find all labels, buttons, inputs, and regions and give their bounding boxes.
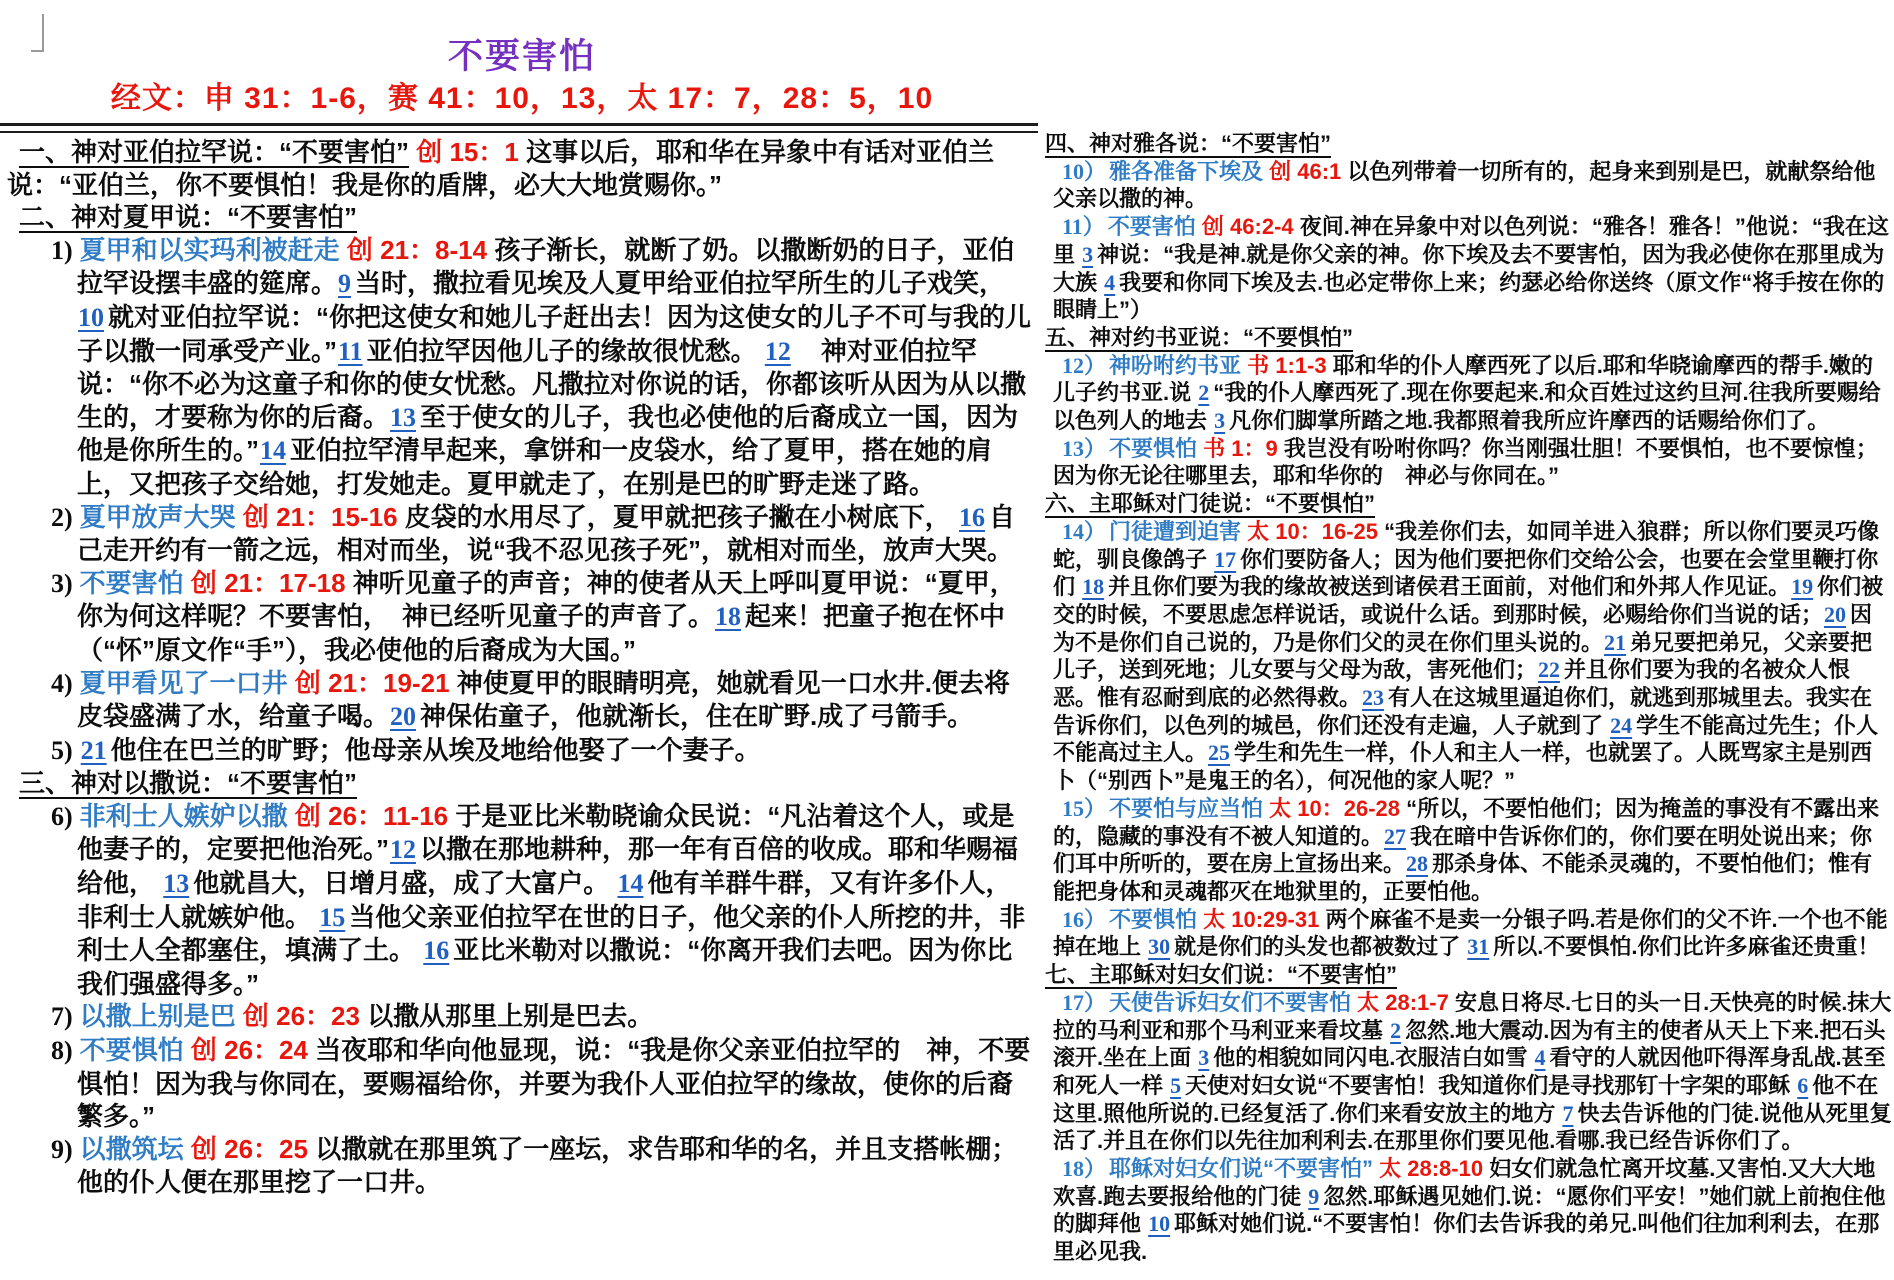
- body-text: 亚比米勒对以撒说：“你离开我们去吧。因为你比我们强盛得多。”: [77, 935, 1013, 999]
- outline-item: [1043, 158, 1892, 213]
- body-text: 他的相貌如同闪电.衣服洁白如雪: [1213, 1045, 1534, 1071]
- scripture-ref: 创 21：19-21: [287, 667, 457, 698]
- body-text: 妇女们就急忙离开坟墓.又害怕.又大大地欢喜.跑去要报给他的门徒: [1053, 1156, 1876, 1209]
- item-number: 17）: [1062, 989, 1107, 1015]
- verse-link[interactable]: 6: [1797, 1072, 1809, 1098]
- item-number: 14）: [1062, 518, 1107, 544]
- scripture-ref: 创 21：8-14: [339, 234, 495, 265]
- verse-link[interactable]: 3: [1214, 408, 1226, 434]
- item-title: 夏甲看见了一口井: [79, 667, 288, 698]
- verse-link[interactable]: 13: [390, 402, 417, 432]
- body-text: 至于使女的儿子，我也必使他的后裔成立一国，因为他是你所生的。”: [77, 401, 1019, 466]
- body-text: 并且你们要为我的名被众人恨恶。惟有忍耐到底的必然得救。: [1053, 657, 1851, 711]
- body-text: 这事以后，耶和华在异象中有话对亚伯兰说：“亚伯兰，你不要惧怕！我是你的盾牌，必大大地赏赐你。”: [7, 137, 995, 200]
- page-title: 不要害怕: [447, 37, 596, 76]
- item-title: 门徒遭到迫害: [1109, 518, 1242, 544]
- body-text: 亚伯拉罕清早起来，拿饼和一皮袋水，给了夏甲，搭在她的肩上，又把孩子交给她，打发她走。夏甲就走了，在别是巴的旷野走迷了路。: [77, 435, 993, 499]
- verse-link[interactable]: 16: [423, 936, 450, 966]
- body-text: “所以，不要怕他们；因为掩盖的事没有不露出来的，隐藏的事没有不被人知道的。: [1053, 795, 1880, 849]
- body-text: 当时，撒拉看见埃及人夏甲给亚伯拉罕所生的儿子戏笑，: [355, 268, 1006, 299]
- body-text: 因为不是你们自己说的，乃是你们父的灵在你们里头说的。: [1053, 601, 1873, 655]
- body-text: 他住在巴兰的旷野；他母亲从埃及地给他娶了一个妻子。: [110, 734, 761, 765]
- section-heading-text: 七、主耶稣对妇女们说：“不要害怕”: [1045, 962, 1398, 988]
- outline-item: [1043, 906, 1892, 961]
- outline-item: [5, 567, 1035, 667]
- item-title: 夏甲放声大哭: [79, 501, 236, 532]
- body-text: 亚伯拉罕因他儿子的缘故很忧愁。: [366, 335, 764, 366]
- outline-item: [1043, 213, 1892, 324]
- body-text: 你们被交的时候，不要思虑怎样说话，或说什么话。到那时候，必赐给你们当说的话；: [1053, 574, 1884, 627]
- verse-link[interactable]: 2: [1198, 380, 1210, 406]
- item-number: 18）: [1062, 1156, 1107, 1182]
- outline-item: [1043, 352, 1892, 435]
- outline-item: [1043, 518, 1892, 795]
- section-heading-text: 五、神对约书亚说：“不要惧怕”: [1045, 324, 1354, 350]
- item-number: 4): [51, 668, 73, 698]
- verse-link[interactable]: 24: [1610, 712, 1633, 738]
- section-heading: [5, 767, 1035, 800]
- outline-item: [5, 800, 1035, 1001]
- verse-link[interactable]: 13: [163, 869, 190, 899]
- item-number: 16）: [1062, 906, 1107, 932]
- scripture-ref: 创 26：23: [235, 1001, 368, 1032]
- body-text: 学生不能高过先生；仆人不能高过主人。: [1053, 712, 1879, 766]
- item-number: 6): [51, 801, 73, 831]
- item-title: 以撒上别是巴: [79, 1001, 236, 1032]
- body-text: 神说：“我是神.就是你父亲的神。你下埃及去不要害怕，因为我必使你在那里成为大族: [1053, 241, 1885, 295]
- verse-link[interactable]: 7: [1562, 1100, 1574, 1126]
- verse-link[interactable]: 27: [1384, 823, 1407, 849]
- outline-item: [1043, 795, 1892, 906]
- verse-link[interactable]: 4: [1534, 1045, 1546, 1071]
- body-text: 耶稣对她们说.“不要害怕！你们去告诉我的弟兄.叫他们往加利利去，在那里必见我.: [1053, 1211, 1880, 1265]
- section-heading: [1043, 490, 1892, 518]
- verse-link[interactable]: 15: [319, 902, 346, 932]
- body-text: 神使夏甲的眼睛明亮，她就看见一口水井.便去将皮袋盛满了水，给童子喝。: [77, 667, 1011, 732]
- body-text: “我的仆人摩西死了.现在你要起来.和众百姓过这约旦河.往我所要赐给以色列人的地去: [1053, 380, 1881, 434]
- item-title: 夏甲和以实玛利被赶走: [79, 234, 340, 265]
- item-title: 以撒筑坛: [79, 1133, 184, 1164]
- section-heading: [5, 136, 1035, 201]
- item-title: 不要惧怕: [1109, 906, 1198, 932]
- verse-link[interactable]: 5: [1170, 1072, 1182, 1098]
- item-number: 10）: [1062, 158, 1107, 184]
- outline-item: [5, 234, 1035, 501]
- body-text: 当夜耶和华向他显现，说：“我是你父亲亚伯拉罕的 神，不要惧怕！因为我与你同在，要赐福给你，并要为我仆人亚伯拉罕的缘故，使你的后裔繁多。”: [77, 1035, 1031, 1132]
- section-heading: [1043, 130, 1892, 158]
- verse-link[interactable]: 21: [80, 735, 107, 765]
- body-text: 神对亚伯拉罕说：“你不必为这童子和你的使女忧愁。凡撒拉对你说的话，你都该听从因为从以撒生的，才要称为你的后裔。: [77, 335, 1027, 432]
- outline-item: [5, 501, 1035, 567]
- section-heading-text: 二、神对夏甲说：“不要害怕”: [19, 202, 358, 233]
- verse-link[interactable]: 9: [1308, 1183, 1320, 1209]
- body-text: 安息日将尽.七日的头一日.天快亮的时候.抹大拉的马利亚和那个马利亚来看坟墓: [1053, 989, 1892, 1043]
- body-text: 我要和你同下埃及去.也必定带你上来；约瑟必给你送终（原文作“将手按在你的眼睛上”）: [1053, 269, 1885, 323]
- section-heading-text: 三、神对以撒说：“不要害怕”: [19, 768, 358, 799]
- item-title: 神吩咐约书亚: [1109, 352, 1242, 378]
- scripture-ref: 太 28:1-7: [1351, 989, 1455, 1015]
- body-text: 他不在这里.照他所说的.已经复活了.你们来看安放主的地方: [1053, 1072, 1879, 1126]
- section-heading: [1043, 961, 1892, 989]
- section-heading-text: 一、神对亚伯拉罕说：“不要害怕”: [19, 137, 410, 167]
- item-title: 不要怕与应当怕: [1109, 795, 1264, 821]
- body-text: 就是你们的头发也都被数过了: [1174, 934, 1467, 960]
- verse-link[interactable]: 3: [1082, 241, 1094, 267]
- body-text: 有人在这城里逼迫你们，就逃到那城里去。我实在告诉你们，以色列的城邑，你们还没有走遍，人子就到了: [1053, 685, 1873, 738]
- body-text: 皮袋的水用尽了，夏甲就把孩子撇在小树底下，: [404, 501, 959, 532]
- item-number: 12）: [1062, 352, 1107, 378]
- verse-link[interactable]: 19: [1791, 574, 1814, 600]
- right-column: [1043, 130, 1892, 1266]
- verse-link[interactable]: 14: [260, 436, 287, 466]
- scripture-ref: 太 10:29-31: [1197, 906, 1326, 932]
- verse-link[interactable]: 20: [1824, 601, 1847, 627]
- verse-link[interactable]: 14: [617, 869, 644, 899]
- scripture-ref: 太 28:8-10: [1373, 1156, 1490, 1182]
- scripture-ref: 创 26：25: [183, 1133, 316, 1164]
- item-number: 9): [51, 1134, 73, 1164]
- section-heading-text: 六、主耶稣对门徒说：“不要惧怕”: [1045, 491, 1376, 517]
- scripture-ref: 创 21：17-18: [183, 567, 353, 598]
- verse-link[interactable]: 18: [715, 602, 742, 632]
- scripture-ref: 创 21：15-16: [235, 501, 405, 532]
- outline-item: [1043, 435, 1892, 490]
- body-text: 自己走开约有一箭之远，相对而坐，说“我不忍见孩子死”，就相对而坐，放声大哭。: [77, 501, 1016, 566]
- body-text: 以色列带着一切所有的，起身来到别是巴，就献祭给他父亲以撒的神。: [1053, 158, 1876, 212]
- body-text: 以撒就在那里筑了一座坛，求告耶和华的名，并且支搭帐棚；他的仆人便在那里挖了一口井。: [77, 1133, 1018, 1198]
- double-horizontal-rule: [0, 123, 1038, 133]
- item-title: 天使告诉妇女们不要害怕: [1109, 989, 1352, 1015]
- verse-link[interactable]: 23: [1362, 685, 1385, 711]
- scripture-ref: 太 10：16-25: [1241, 518, 1385, 544]
- section-heading: [5, 201, 1035, 234]
- body-text: 夜间.神在异象中对以色列说：“雅各！雅各！”他说：“我在这里: [1053, 214, 1889, 267]
- body-text: 那杀身体、不能杀灵魂的，不要怕他们；惟有能把身体和灵魂都灭在地狱里的，正要怕他。: [1053, 851, 1873, 904]
- scripture-ref: 书 1:1-3: [1241, 352, 1333, 378]
- scripture-ref: 太 10：26-28: [1263, 795, 1407, 821]
- body-text: 你们要防备人；因为他们要把你们交给公会，也要在会堂里鞭打你们: [1053, 546, 1879, 600]
- body-text: 所以.不要惧怕.你们比许多麻雀还贵重！: [1493, 934, 1880, 960]
- body-text: 弟兄要把弟兄，父亲要把儿子，送到死地；儿女要与父母为敌，害死他们；: [1053, 629, 1873, 683]
- body-text: 他就昌大，日增月盛，成了大富户。: [193, 868, 617, 899]
- item-number: 11）: [1062, 214, 1105, 240]
- body-text: 我在暗中告诉你们的，你们要在明处说出来；你们耳中所听的，要在房上宣扬出来。: [1053, 823, 1873, 877]
- verse-link[interactable]: 25: [1208, 740, 1231, 766]
- verse-link[interactable]: 17: [1214, 546, 1237, 572]
- outline-item: [5, 1000, 1035, 1034]
- verse-link[interactable]: 10: [78, 302, 104, 332]
- scripture-ref: 创 26：11-16: [287, 800, 456, 831]
- scripture-ref: 创 46:2-4: [1195, 214, 1300, 240]
- body-text: 孩子渐长，就断了奶。以撒断奶的日子，亚伯拉罕设摆丰盛的筵席。: [77, 234, 1015, 299]
- body-text: 我岂没有吩咐你吗？你当刚强壮胆！不要惧怕，也不要惊惶；因为你无论往哪里去，耶和华你的 神必与你同在。”: [1053, 435, 1878, 489]
- outline-item: [5, 1034, 1035, 1133]
- body-text: 神保佑童子，他就渐长，住在旷野.成了弓箭手。: [420, 701, 974, 732]
- verse-link[interactable]: 28: [1406, 851, 1429, 877]
- body-text: 以撒在那地耕种，那一年有百倍的收成。耶和华赐福给他，: [77, 834, 1019, 899]
- verse-link[interactable]: 22: [1538, 657, 1561, 683]
- verse-link[interactable]: 30: [1148, 934, 1171, 960]
- verse-link[interactable]: 12: [764, 336, 791, 366]
- verse-link[interactable]: 11: [338, 336, 363, 366]
- item-number: 1): [51, 235, 73, 265]
- verse-link[interactable]: 9: [338, 269, 352, 299]
- verse-link[interactable]: 4: [1104, 269, 1116, 295]
- body-text: “我差你们去，如同羊进入狼群；所以你们要灵巧像蛇，驯良像鸽子: [1053, 518, 1880, 572]
- body-text: 忽然.耶稣遇见她们.说：“愿你们平安！”她们就上前抱住他的脚拜他: [1053, 1183, 1886, 1237]
- body-text: 学生和先生一样，仆人和主人一样，也就罢了。人既骂家主是别西卜（“别西卜”是鬼王的名），何况他的家人呢？”: [1053, 740, 1873, 794]
- outline-item: [1043, 1155, 1892, 1266]
- verse-link[interactable]: 21: [1604, 629, 1627, 655]
- item-number: 15）: [1062, 795, 1107, 821]
- verse-link[interactable]: 12: [390, 835, 417, 865]
- verse-link[interactable]: 31: [1467, 934, 1490, 960]
- verse-link[interactable]: 10: [1148, 1211, 1171, 1237]
- item-title: 不要害怕: [79, 567, 184, 598]
- section-heading-text: 四、神对雅各说：“不要害怕”: [1045, 131, 1332, 156]
- item-title: 不要害怕: [1107, 214, 1196, 240]
- body-text: 他有羊群牛群，又有许多仆人，非利士人就嫉妒他。: [77, 868, 1012, 932]
- item-number: 5): [51, 735, 73, 765]
- item-title: 不要惧怕: [79, 1035, 184, 1066]
- body-text: 忽然.地大震动.因为有主的使者从天上下来.把石头滚开.坐在上面: [1053, 1017, 1886, 1071]
- body-text: 凡你们脚掌所踏之地.我都照着我所应许摩西的话赐给你们了。: [1229, 408, 1830, 434]
- verse-link[interactable]: 18: [1082, 574, 1105, 600]
- body-text: 并且你们要为我的缘故被送到诸侯君王面前，对他们和外邦人作见证。: [1108, 574, 1791, 600]
- scripture-ref: 创 46:1: [1263, 158, 1348, 184]
- item-title: 不要惧怕: [1109, 435, 1198, 461]
- left-column: [5, 136, 1035, 1199]
- item-number: 2): [51, 502, 73, 532]
- verse-link[interactable]: 2: [1390, 1017, 1402, 1043]
- item-number: 13）: [1062, 435, 1107, 461]
- outline-item: [5, 1133, 1035, 1199]
- item-title: 雅各准备下埃及: [1109, 158, 1264, 184]
- outline-item: [5, 667, 1035, 734]
- body-text: 以撒从那里上别是巴去。: [367, 1001, 654, 1032]
- body-text: 天使对妇女说“不要害怕！我知道你们是寻找那钉十字架的耶稣: [1185, 1072, 1797, 1098]
- body-text: 神听见童子的声音；神的使者从天上呼叫夏甲说：“夏甲，你为何这样呢？不要害怕， 神已经听见童子的声音了。: [77, 567, 1016, 632]
- body-text: 当他父亲亚伯拉罕在世的日子，他父亲的仆人所挖的井，非利士人全都塞住，填满了土。: [77, 901, 1026, 966]
- outline-item: [1043, 989, 1892, 1155]
- scripture-ref: 书 1：9: [1197, 435, 1284, 461]
- section-heading: [1043, 324, 1892, 352]
- item-number: 8): [51, 1036, 73, 1066]
- item-title: 耶稣对妇女们说“不要害怕”: [1109, 1156, 1374, 1182]
- body-text: 于是亚比米勒晓谕众民说：“凡沾着这个人，或是他妻子的，定要把他治死。”: [77, 800, 1015, 865]
- body-text: 看守的人就因他吓得浑身乱战.甚至和死人一样: [1053, 1045, 1886, 1098]
- verse-link[interactable]: 20: [390, 702, 417, 732]
- item-title: 非利士人嫉妒以撒: [79, 800, 288, 831]
- body-text: 就对亚伯拉罕说：“你把这使女和她儿子赶出去！因为这使女的儿子不可与我的儿子以撒一同承受产业。”: [77, 301, 1032, 366]
- body-text: 快去告诉他的门徒.说他从死里复活了.并且在你们以先往加利利去.在那里你们要见他.看哪.我已经告诉你们了。: [1053, 1100, 1892, 1154]
- scripture-ref: 创 26：24: [183, 1035, 316, 1066]
- body-text: 两个麻雀不是卖一分银子吗.若是你们的父不许.一个也不能掉在地上: [1053, 906, 1888, 960]
- item-number: 7): [51, 1002, 73, 1032]
- scripture-reference-line: 经文：申 31：1-6，赛 41：10，13，太 17：7，28：5，10: [110, 82, 934, 115]
- scripture-ref: 创 15：1: [409, 137, 527, 167]
- verse-link[interactable]: 16: [959, 502, 986, 532]
- body-text: 耶和华的仆人摩西死了以后.耶和华晓谕摩西的帮手.嫩的儿子约书亚.说: [1053, 352, 1873, 406]
- outline-item: [5, 734, 1035, 768]
- body-text: 起来！把童子抱在怀中（“怀”原文作“手”），我必使他的后裔成为大国。”: [77, 601, 1006, 665]
- verse-link[interactable]: 3: [1198, 1045, 1210, 1071]
- item-number: 3): [51, 568, 73, 598]
- document-header: [0, 36, 1044, 120]
